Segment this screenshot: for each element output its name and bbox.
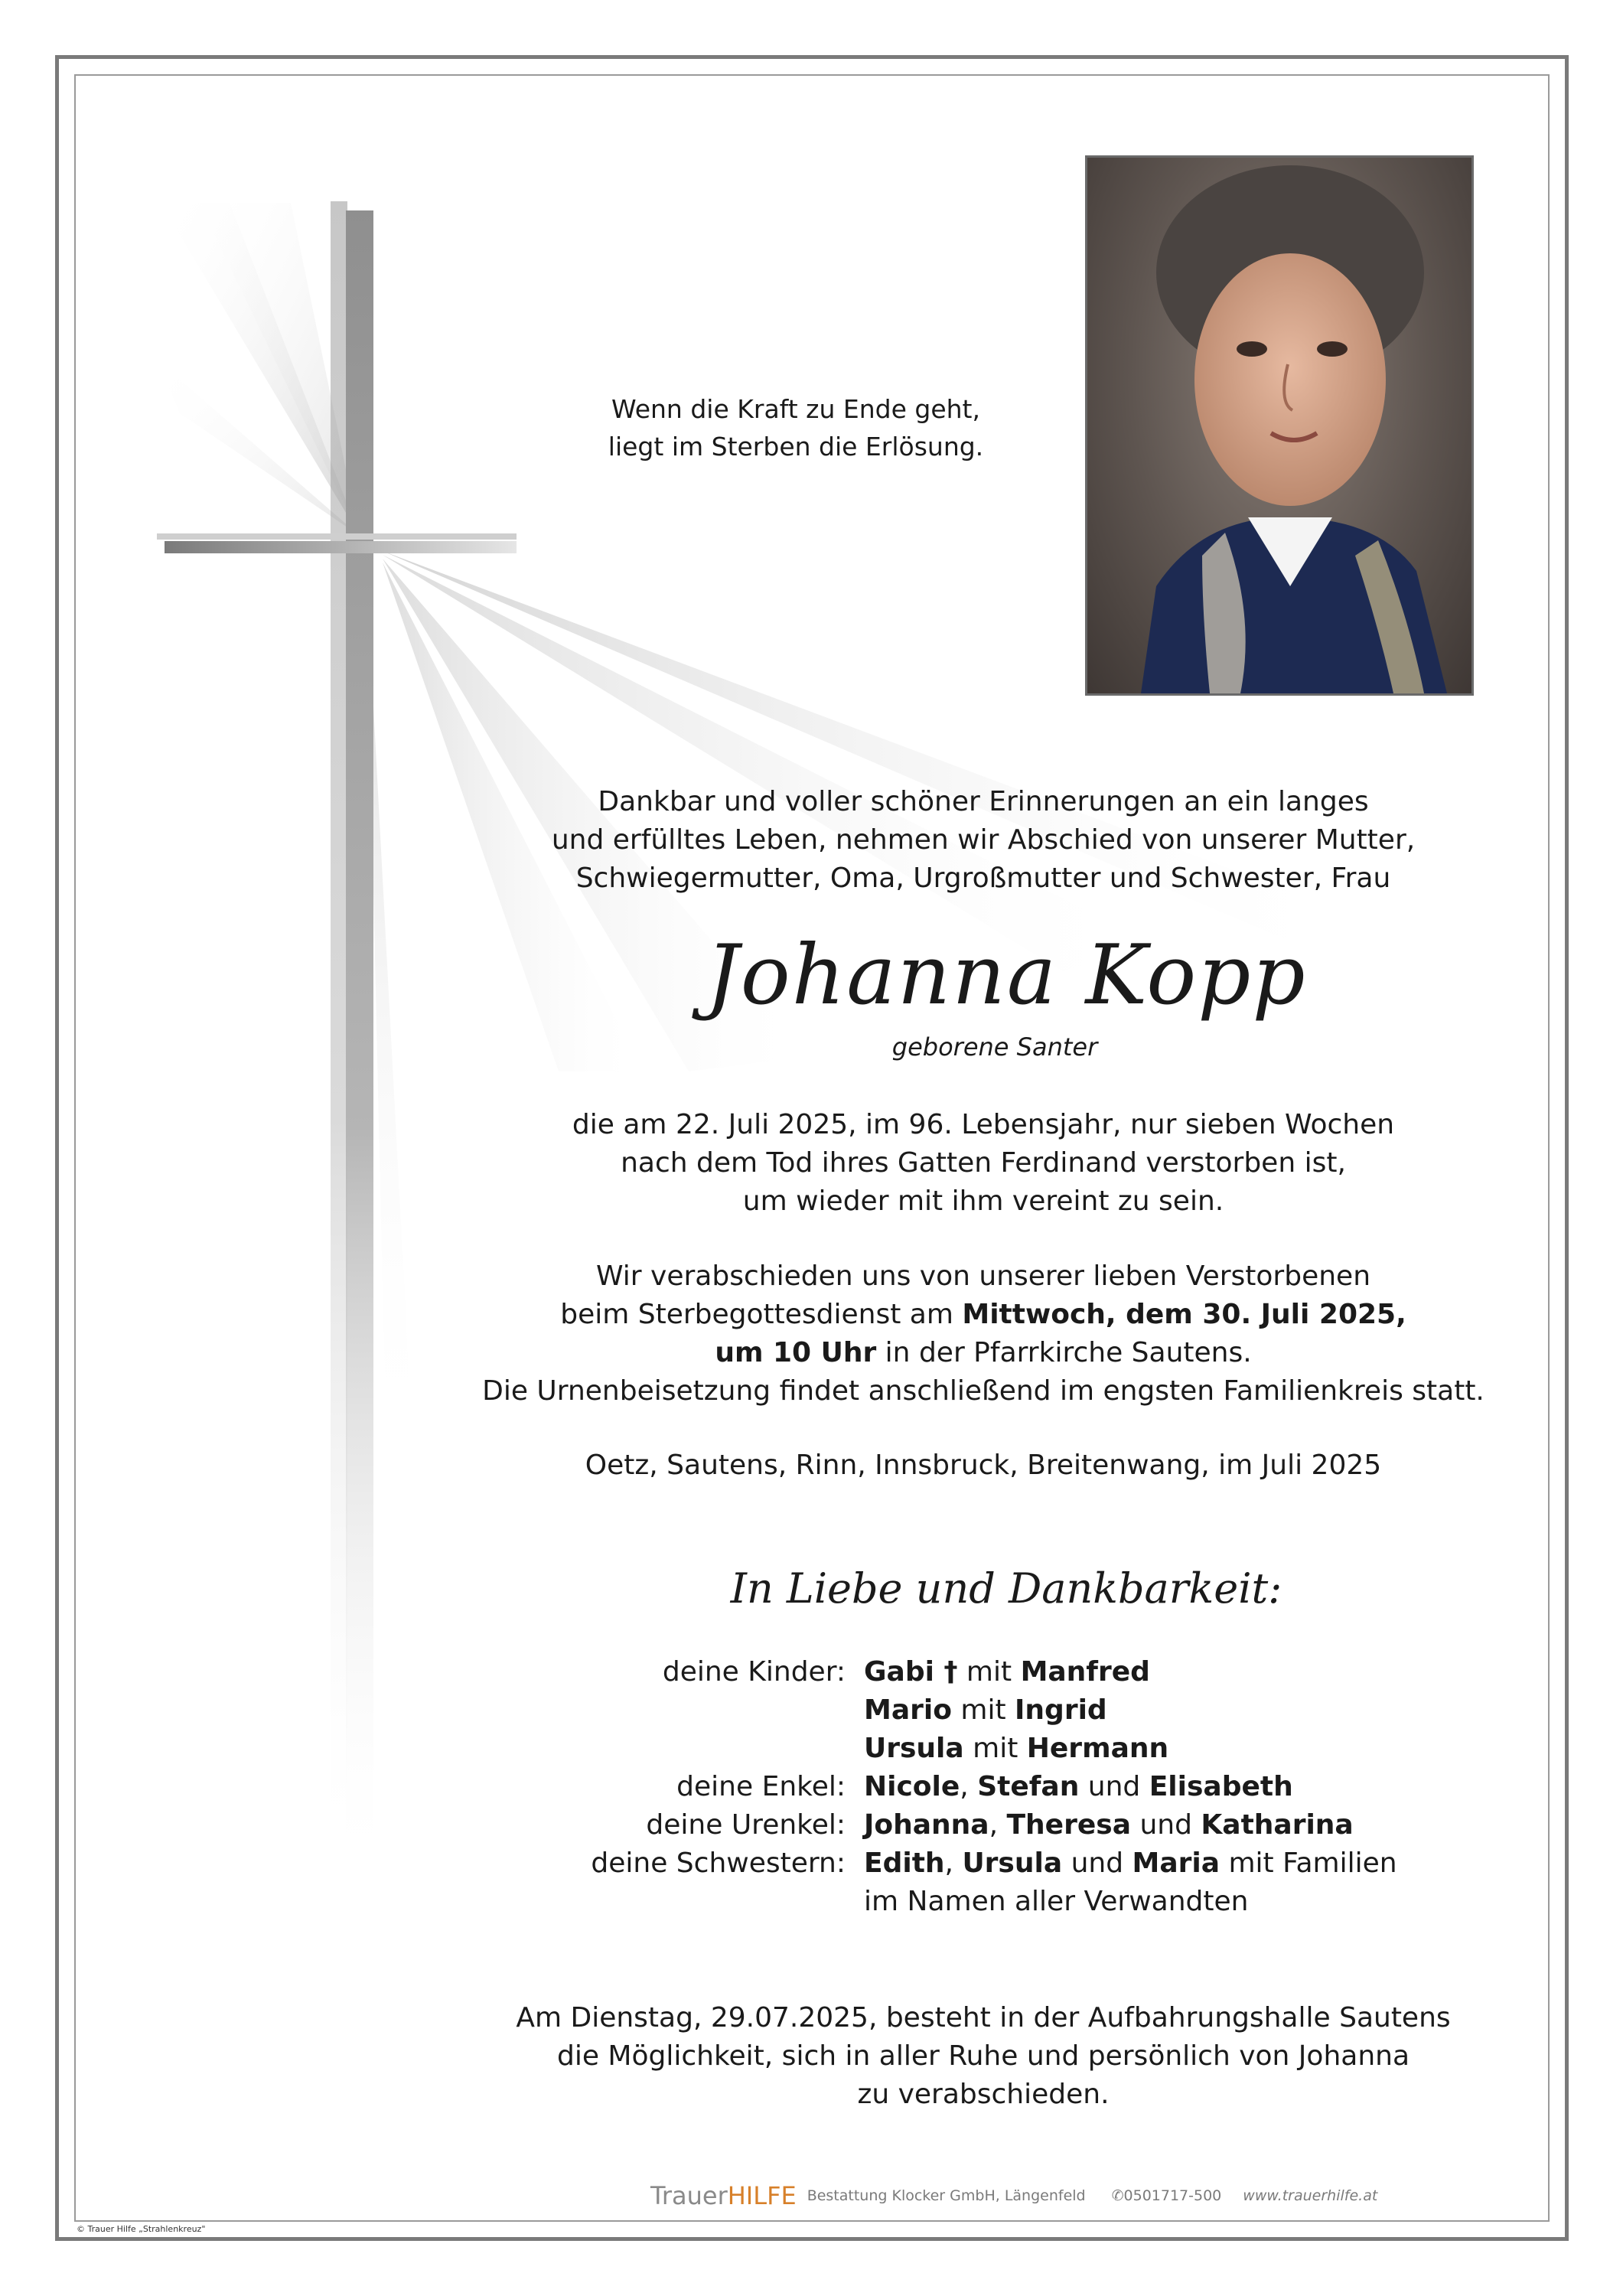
quote-line-1: Wenn die Kraft zu Ende geht,: [611, 394, 980, 424]
viewing-info: [490, 1999, 1477, 2114]
family-member-name: Stefan: [977, 1771, 1080, 1802]
family-names: [864, 1844, 1484, 1883]
places-date: Oetz, Sautens, Rinn, Innsbruck, Breitenwang, im Juli 2025: [585, 1450, 1382, 1481]
family-names: [864, 1768, 1484, 1806]
death-details: [490, 1106, 1477, 1221]
company-name: Bestattung Klocker GmbH, Längenfeld: [807, 2187, 1086, 2204]
family-connector: mit Familien: [1220, 1848, 1397, 1879]
family-row: [490, 1806, 1484, 1844]
intro-line-1: Dankbar und voller schöner Erinnerungen an ein langes: [598, 786, 1369, 817]
closing-phrase: In Liebe und Dankbarkeit:: [730, 1564, 1282, 1613]
service-line-1: Wir verabschieden uns von unserer lieben Verstorbenen: [595, 1261, 1371, 1292]
viewing-line-3: zu verabschieden.: [857, 2079, 1110, 2110]
phone-number: ✆0501717-500: [1111, 2187, 1222, 2204]
cross-horizontal-bar: [165, 541, 517, 553]
service-line-3: [474, 1334, 1492, 1372]
ray-right-2: [383, 555, 1148, 972]
death-line-3: um wieder mit ihm vereint zu sein.: [742, 1186, 1224, 1217]
portrait-photo: [1085, 155, 1474, 696]
website[interactable]: www.trauerhilfe.at: [1243, 2187, 1378, 2204]
family-connector: und: [1131, 1809, 1201, 1841]
intro-line-2: und erfülltes Leben, nehmen wir Abschied von unserer Mutter,: [551, 824, 1416, 856]
family-relation-label: [490, 1730, 864, 1768]
family-member-name: Katharina: [1201, 1809, 1354, 1841]
family-connector: ,: [944, 1848, 963, 1879]
family-member-name: Theresa: [1006, 1809, 1131, 1841]
family-member-name: Hermann: [1026, 1733, 1169, 1764]
family-relation-label: deine Urenkel:: [646, 1809, 846, 1841]
family-connector: mit: [957, 1656, 1021, 1688]
birth-name: geborene Santer: [891, 1032, 1098, 1062]
family-names: [864, 1883, 1484, 1921]
family-connector: mit: [963, 1733, 1027, 1764]
family-member-name: Manfred: [1020, 1656, 1150, 1688]
intro-line-3: Schwiegermutter, Oma, Urgroßmutter und Schwester, Frau: [575, 863, 1391, 894]
family-row: [490, 1653, 1484, 1691]
brand-part-2: HILFE: [727, 2181, 797, 2210]
intro-text: [490, 783, 1477, 898]
family-relation-label: deine Kinder:: [662, 1656, 846, 1688]
memorial-quote: [566, 390, 1025, 465]
family-relation-label: deine Schwestern:: [591, 1848, 846, 1879]
family-member-name: Ursula: [962, 1848, 1063, 1879]
family-member-name: Ursula: [864, 1733, 964, 1764]
cross-vertical-shadow: [331, 201, 347, 1870]
family-connector: und: [1062, 1848, 1133, 1879]
portrait-illustration: [1087, 158, 1471, 693]
cross-vertical-bar: [346, 210, 373, 1879]
family-connector: ,: [960, 1771, 978, 1802]
service-location: in der Pfarrkirche Sautens.: [876, 1337, 1252, 1368]
family-row: [490, 1691, 1484, 1730]
family-connector: ,: [989, 1809, 1007, 1841]
service-time: um 10 Uhr: [715, 1337, 877, 1368]
family-relation-label: [490, 1883, 864, 1921]
footer: [640, 2181, 1378, 2210]
deceased-name: Johanna Kopp: [706, 928, 1307, 1023]
family-member-name: Elisabeth: [1149, 1771, 1293, 1802]
family-relation-label: deine Enkel:: [676, 1771, 846, 1802]
family-member-name: Gabi †: [864, 1656, 958, 1688]
family-names: [864, 1730, 1484, 1768]
family-member-name: Johanna: [864, 1809, 989, 1841]
service-line-2: [474, 1296, 1492, 1334]
family-connector: mit: [951, 1694, 1015, 1726]
family-connector: im Namen aller Verwandten: [864, 1886, 1249, 1917]
brand-part-1: Trauer: [650, 2181, 728, 2210]
family-connector: und: [1079, 1771, 1149, 1802]
family-row: [490, 1844, 1484, 1883]
viewing-line-2: die Möglichkeit, sich in aller Ruhe und persönlich von Johanna: [556, 2040, 1410, 2072]
service-line-2-prefix: beim Sterbegottesdienst am: [560, 1299, 963, 1330]
family-row: [490, 1883, 1484, 1921]
death-line-2: nach dem Tod ihres Gatten Ferdinand verstorben ist,: [621, 1147, 1346, 1179]
cross-horizontal-shadow: [157, 533, 517, 540]
family-member-name: Mario: [864, 1694, 952, 1726]
family-list: [490, 1653, 1484, 1921]
family-member-name: Nicole: [864, 1771, 960, 1802]
family-names: [864, 1653, 1484, 1691]
family-names: [864, 1691, 1484, 1730]
family-row: [490, 1768, 1484, 1806]
family-member-name: Maria: [1132, 1848, 1221, 1879]
service-line-4: Die Urnenbeisetzung findet anschließend im engsten Familienkreis statt.: [482, 1375, 1484, 1407]
copyright-note: © Trauer Hilfe „Strahlenkreuz": [77, 2224, 206, 2234]
family-member-name: Edith: [864, 1848, 945, 1879]
quote-line-2: liegt im Sterben die Erlösung.: [608, 432, 984, 461]
family-row: [490, 1730, 1484, 1768]
service-details: [474, 1257, 1492, 1411]
family-names: [864, 1806, 1484, 1844]
family-relation-label: [490, 1691, 864, 1730]
service-date: Mittwoch, dem 30. Juli 2025,: [962, 1299, 1406, 1330]
viewing-line-1: Am Dienstag, 29.07.2025, besteht in der Aufbahrungshalle Sautens: [516, 2002, 1451, 2033]
death-line-1: die am 22. Juli 2025, im 96. Lebensjahr, nur sieben Wochen: [572, 1109, 1395, 1140]
family-member-name: Ingrid: [1015, 1694, 1107, 1726]
